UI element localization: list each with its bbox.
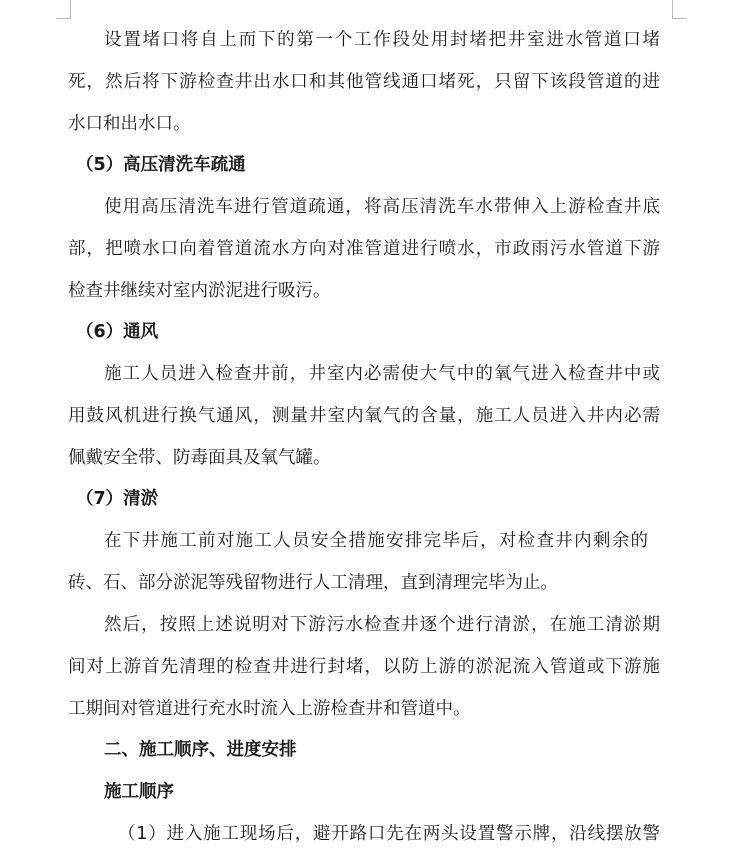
paragraph-line: 检查井继续对室内淤泥进行吸污。 <box>68 281 331 301</box>
chapter-heading: 二、施工顺序、进度安排 <box>104 740 297 760</box>
paragraph-line: 工期间对管道进行充水时流入上游检查井和管道中。 <box>68 699 471 719</box>
paragraph-line: 然后，按照上述说明对下游污水检查井逐个进行清淤，在施工清淤期 <box>104 615 660 635</box>
page-corner-mark-left <box>56 0 71 19</box>
page-corner-mark-right <box>672 0 687 19</box>
section-heading: （7）清淤 <box>76 489 159 509</box>
section-heading: （5）高压清洗车疏通 <box>76 155 246 175</box>
section-heading: （6）通风 <box>76 322 159 342</box>
paragraph-line: 施工人员进入检查井前，井室内必需使大气中的氧气进入检查井中或 <box>104 364 660 384</box>
paragraph-line: 间对上游首先清理的检查井进行封堵，以防上游的淤泥流入管道或下游施 <box>68 657 660 677</box>
paragraph-line: 部，把喷水口向着管道流水方向对准管道进行喷水，市政雨污水管道下游 <box>68 239 660 259</box>
paragraph-line: 使用高压清洗车进行管道疏通，将高压清洗车水带伸入上游检查井底 <box>104 197 660 217</box>
paragraph-line: 佩戴安全带、防毒面具及氧气罐。 <box>68 448 331 468</box>
list-item-line: （1）进入施工现场后，避开路口先在两头设置警示牌，沿线摆放警 <box>118 824 660 844</box>
paragraph-line: 在下井施工前对施工人员安全措施安排完毕后，对检查井内剩余的 <box>104 531 648 551</box>
paragraph-line: 水口和出水口。 <box>68 114 191 134</box>
paragraph-line: 死，然后将下游检查井出水口和其他管线通口堵死，只留下该段管道的进 <box>68 72 660 92</box>
paragraph-line: 设置堵口将自上而下的第一个工作段处用封堵把井室进水管道口堵 <box>104 30 660 50</box>
paragraph-line: 用鼓风机进行换气通风，测量井室内氧气的含量，施工人员进入井内必需 <box>68 406 660 426</box>
subsection-heading: 施工顺序 <box>104 782 174 802</box>
paragraph-line: 砖、石、部分淤泥等残留物进行人工清理，直到清理完毕为止。 <box>68 573 558 593</box>
